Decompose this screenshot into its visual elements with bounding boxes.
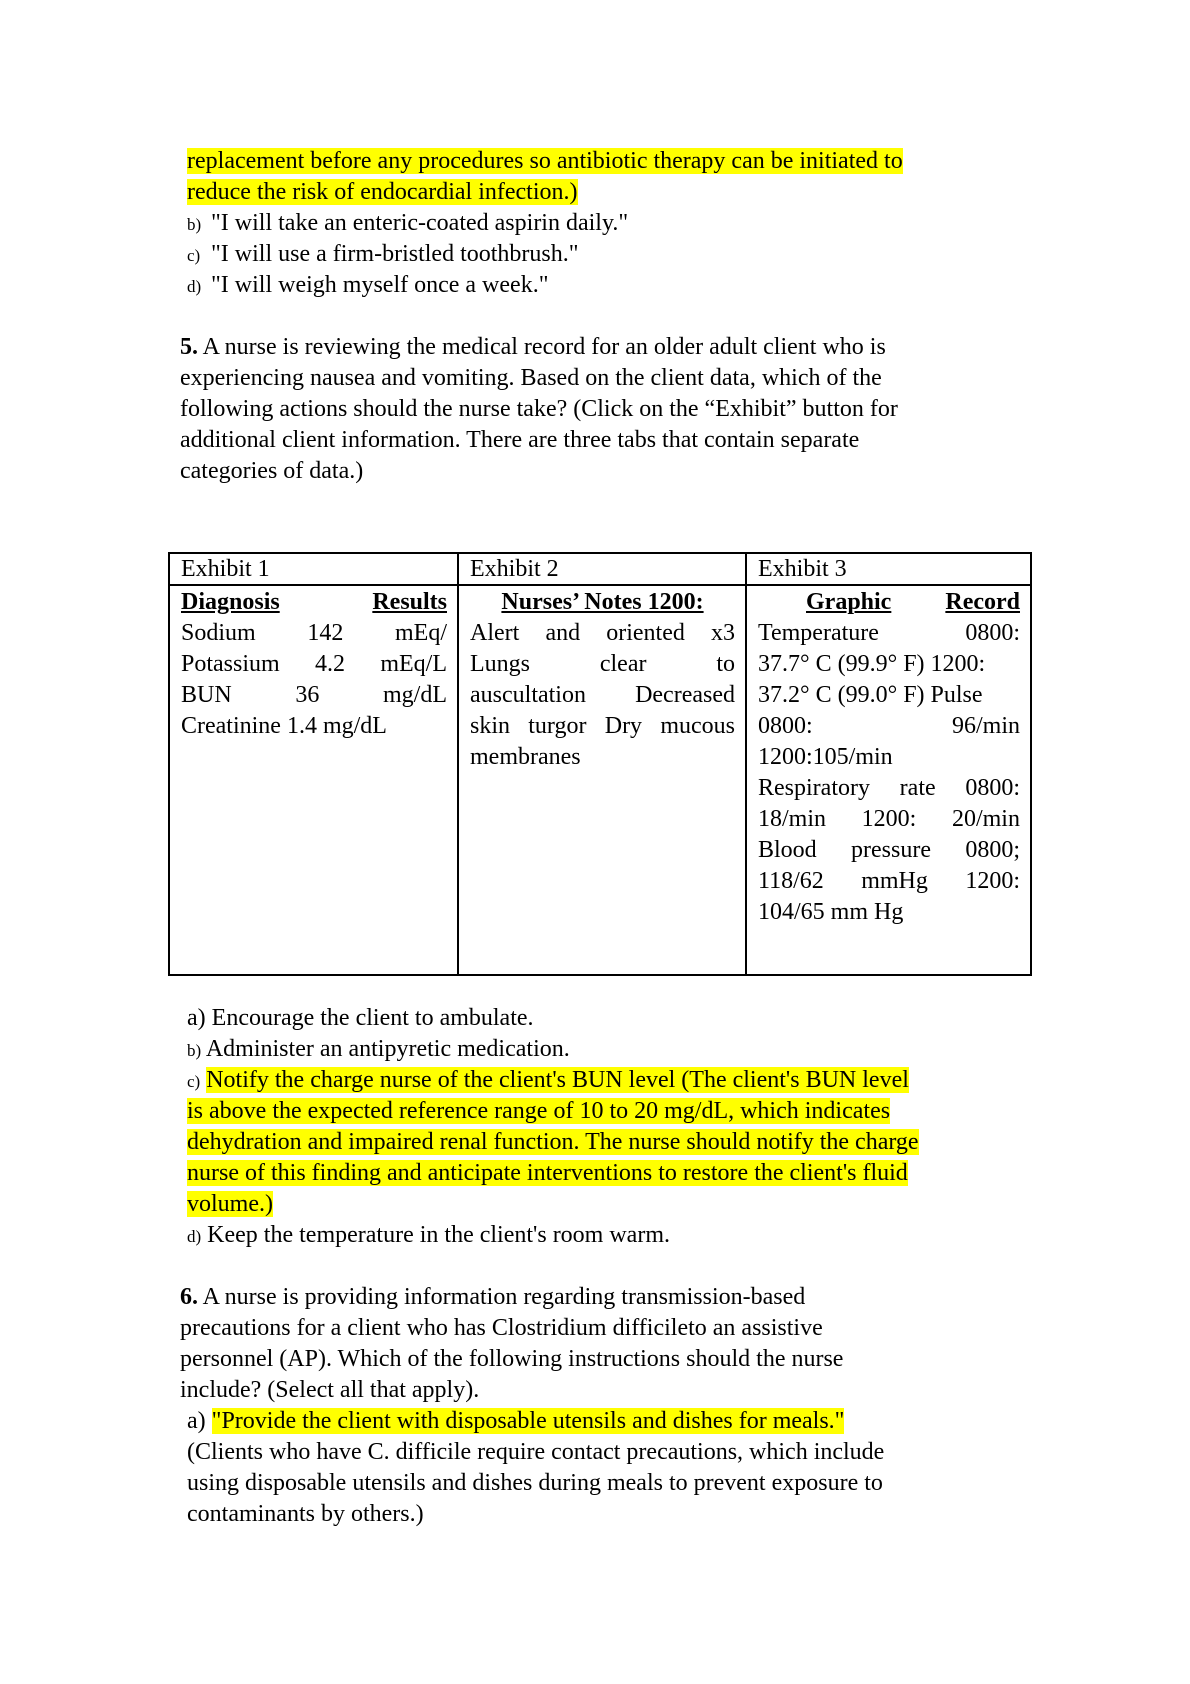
option-d: d) "I will weigh myself once a week." <box>187 272 549 298</box>
question-5-stem: additional client information. There are three tabs that contain separate <box>180 427 860 453</box>
notes-line: skin turgor Dry mucous <box>470 713 735 739</box>
answer-rationale-line: contaminants by others.) <box>187 1501 424 1527</box>
option-b: b) Administer an antipyretic medication. <box>187 1036 570 1062</box>
vitals-line: 118/62 mmHg 1200: <box>758 868 1020 894</box>
answer-rationale-line: (Clients who have C. difficile require contact precautions, which include <box>187 1439 885 1465</box>
vitals-line: 104/65 mm Hg <box>758 899 904 925</box>
option-c-correct: c) Notify the charge nurse of the client's BUN level (The client's BUN level <box>187 1067 909 1093</box>
lab-row: BUN 36 mg/dL <box>181 682 447 708</box>
diagnosis-results <box>181 587 447 742</box>
lab-row: Sodium 142 mEq/ <box>181 620 447 646</box>
vitals-line: Respiratory rate 0800: <box>758 775 1020 801</box>
question-number: 6. <box>180 1284 198 1310</box>
vitals-line: Blood pressure 0800; <box>758 837 1020 863</box>
option-c-correct: volume.) <box>187 1191 273 1217</box>
exhibit-2-column <box>459 554 747 974</box>
diagnosis-heading: Diagnosis Results <box>181 589 447 615</box>
option-a-correct: a) "Provide the client with disposable utensils and dishes for meals." <box>187 1408 845 1434</box>
vitals-line: 1200:105/min <box>758 744 893 770</box>
exhibit-3-column <box>747 554 1030 974</box>
option-d: d) Keep the temperature in the client's room warm. <box>187 1222 670 1248</box>
option-b: b) "I will take an enteric-coated aspirin daily." <box>187 210 629 236</box>
exhibit-3-tab[interactable]: Exhibit 3 <box>747 554 1030 586</box>
notes-line: Lungs clear to <box>470 651 735 677</box>
graphic-heading: Graphic Record <box>806 589 1020 615</box>
question-6-stem: include? (Select all that apply). <box>180 1377 480 1403</box>
vitals-line: Temperature 0800: <box>758 620 1020 646</box>
option-c: c) "I will use a firm-bristled toothbrush." <box>187 241 579 267</box>
question-6-stem: personnel (AP). Which of the following instructions should the nurse <box>180 1346 844 1372</box>
answer-rationale-line: replacement before any procedures so antibiotic therapy can be initiated to <box>187 148 903 174</box>
exhibit-2-tab[interactable]: Exhibit 2 <box>459 554 745 586</box>
notes-heading: Nurses’ Notes 1200: <box>501 589 704 615</box>
exhibit-1-tab[interactable]: Exhibit 1 <box>170 554 457 586</box>
exhibit-1-column <box>170 554 459 974</box>
question-6-stem: precautions for a client who has Clostridium difficileto an assistive <box>180 1315 823 1341</box>
lab-row: Creatinine 1.4 mg/dL <box>181 713 387 739</box>
exhibit-table <box>168 552 1032 976</box>
vitals-line: 0800: 96/min <box>758 713 1020 739</box>
notes-line: Alert and oriented x3 <box>470 620 735 646</box>
vitals-line: 37.7° C (99.9° F) 1200: <box>758 651 986 677</box>
option-a: a) Encourage the client to ambulate. <box>187 1005 534 1031</box>
graphic-record <box>758 587 1020 928</box>
question-5-stem: 5. A nurse is reviewing the medical record for an older adult client who is <box>180 334 886 360</box>
question-5-stem: following actions should the nurse take? (Click on the “Exhibit” button for <box>180 396 898 422</box>
option-c-correct: is above the expected reference range of 10 to 20 mg/dL, which indicates <box>187 1098 891 1124</box>
notes-line: membranes <box>470 744 581 770</box>
nurses-notes <box>470 587 735 773</box>
question-5-stem: categories of data.) <box>180 458 364 484</box>
vitals-line: 37.2° C (99.0° F) Pulse <box>758 682 983 708</box>
option-c-correct: nurse of this finding and anticipate interventions to restore the client's fluid <box>187 1160 908 1186</box>
question-5-stem: experiencing nausea and vomiting. Based on the client data, which of the <box>180 365 882 391</box>
answer-rationale-line: using disposable utensils and dishes during meals to prevent exposure to <box>187 1470 883 1496</box>
question-number: 5. <box>180 334 198 360</box>
vitals-line: 18/min 1200: 20/min <box>758 806 1020 832</box>
answer-rationale-line: reduce the risk of endocardial infection.) <box>187 179 578 205</box>
option-c-correct: dehydration and impaired renal function. The nurse should notify the charge <box>187 1129 919 1155</box>
question-6-stem: 6. A nurse is providing information regarding transmission-based <box>180 1284 806 1310</box>
lab-row: Potassium 4.2 mEq/L <box>181 651 447 677</box>
notes-line: auscultation Decreased <box>470 682 735 708</box>
